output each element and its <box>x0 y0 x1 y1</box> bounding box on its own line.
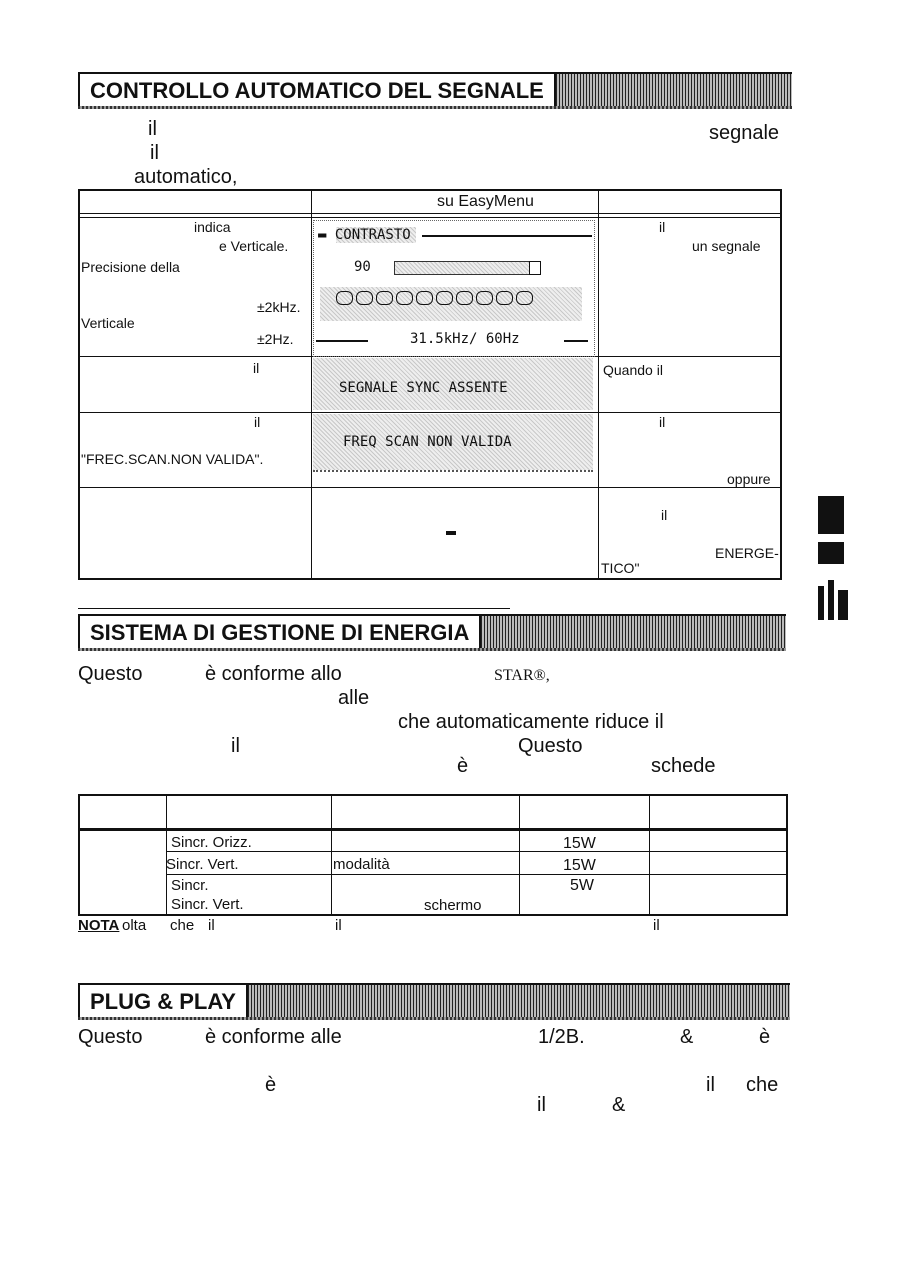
osd-bottom <box>313 470 593 473</box>
osd-message: FREQ SCAN NON VALIDA <box>343 434 512 450</box>
intro-fragment: il <box>150 142 159 164</box>
para-fragment: & <box>612 1094 626 1116</box>
language-tab <box>828 580 834 620</box>
table-border <box>311 189 312 580</box>
table-border <box>166 794 167 916</box>
cell-text: ENERGE- <box>715 545 779 561</box>
language-tab <box>818 542 844 564</box>
osd-screen <box>313 220 595 357</box>
cell-text: Sincr. Orizz. <box>171 834 252 851</box>
cell-text: e Verticale. <box>219 238 289 254</box>
osd-frequency: 31.5kHz/ 60Hz <box>410 331 520 347</box>
table-border <box>78 794 788 796</box>
table-border <box>78 794 80 916</box>
cell-text: il <box>254 414 261 430</box>
para-fragment: & <box>680 1026 694 1048</box>
para-fragment: il <box>231 735 240 757</box>
table-border <box>166 874 788 875</box>
note-fragment: che <box>170 917 195 934</box>
header-underline <box>78 1017 790 1020</box>
cell-text: schermo <box>424 897 482 914</box>
cell-text: ±2kHz. <box>257 299 301 315</box>
section-title: SISTEMA DI GESTIONE DI ENERGIA <box>78 614 481 650</box>
osd-title: ▬ CONTRASTO <box>318 227 411 243</box>
section-title: PLUG & PLAY <box>78 983 248 1019</box>
table-border <box>649 794 650 916</box>
cell-text: 15W <box>563 857 596 874</box>
cell-text: Verticale <box>81 315 135 331</box>
table-header-rule <box>78 828 788 831</box>
cell-text: il <box>661 507 668 523</box>
table-border <box>519 794 520 916</box>
osd-line <box>564 340 588 342</box>
cell-text: 15W <box>563 835 596 852</box>
note-fragment: olta <box>122 917 147 934</box>
para-fragment: Questo <box>78 663 143 685</box>
language-tab <box>818 586 824 620</box>
note-fragment: il <box>335 917 342 934</box>
para-fragment: è conforme alle <box>205 1026 342 1048</box>
header-underline <box>78 106 792 109</box>
table-border <box>78 578 782 580</box>
table-border <box>78 487 782 488</box>
section-title: CONTROLLO AUTOMATICO DEL SEGNALE <box>78 72 556 108</box>
osd-no-sync <box>313 358 593 410</box>
cell-text: Sincr. Vert. <box>166 856 239 873</box>
para-fragment: alle <box>338 687 370 709</box>
para-fragment: 1/2B. <box>538 1026 585 1048</box>
osd-icon-grid <box>320 287 582 321</box>
intro-fragment: il <box>148 118 157 140</box>
table-border <box>331 794 332 916</box>
dash-mark <box>446 531 456 535</box>
cell-text: 5W <box>570 877 594 894</box>
section-header-energia <box>78 614 786 650</box>
cell-text: "FREC.SCAN.NON VALIDA". <box>81 451 264 467</box>
osd-invalid-scan <box>313 414 593 470</box>
header-underline <box>78 648 786 651</box>
intro-fragment: segnale <box>709 122 780 144</box>
cell-text: ±2Hz. <box>257 331 294 347</box>
cell-text: indica <box>194 219 231 235</box>
note-label: NOTA <box>78 917 120 934</box>
table-border <box>78 213 782 214</box>
para-fragment: è conforme allo <box>205 663 342 685</box>
header-hatch <box>481 614 786 650</box>
para-fragment: è <box>457 755 469 777</box>
osd-title-line <box>422 235 592 237</box>
cell-text: Sincr. Vert. <box>171 896 244 913</box>
table-border <box>78 914 788 916</box>
cell-text: Sincr. <box>171 877 209 894</box>
table-border <box>78 189 780 191</box>
osd-line <box>316 340 368 342</box>
para-fragment: Questo <box>78 1026 143 1048</box>
para-fragment: STAR®, <box>494 667 550 684</box>
cell-text: Precisione della <box>81 259 180 275</box>
table-border <box>78 217 782 218</box>
cell-text: modalità <box>333 856 390 873</box>
intro-fragment: automatico, <box>134 166 238 188</box>
header-hatch <box>248 983 790 1019</box>
table-border <box>166 851 788 852</box>
cell-text: oppure <box>727 471 771 487</box>
osd-slider-knob <box>529 261 541 275</box>
language-tab <box>818 496 844 534</box>
note-fragment: il <box>208 917 215 934</box>
cell-text: TICO" <box>601 560 640 576</box>
note-fragment: il <box>653 917 660 934</box>
section-header-segnale <box>78 72 792 108</box>
para-fragment: Questo <box>518 735 583 757</box>
para-fragment: schede <box>651 755 716 777</box>
col-header: su EasyMenu <box>437 193 534 210</box>
section-header-plugplay <box>78 983 790 1019</box>
cell-text: il <box>659 414 666 430</box>
osd-message: SEGNALE SYNC ASSENTE <box>339 380 508 396</box>
osd-slider <box>394 261 538 275</box>
table-border <box>598 189 599 580</box>
table-border <box>78 189 80 580</box>
cell-text: Quando il <box>603 362 663 378</box>
cell-text: un segnale <box>692 238 761 254</box>
para-fragment: è <box>759 1026 771 1048</box>
table-border <box>78 412 782 413</box>
para-fragment: è <box>265 1074 277 1096</box>
language-tab <box>838 590 848 620</box>
para-fragment: il <box>706 1074 715 1096</box>
table-border <box>786 794 788 916</box>
osd-value: 90 <box>354 259 371 275</box>
header-hatch <box>556 72 792 108</box>
table-border <box>780 189 782 580</box>
cell-text: il <box>253 360 260 376</box>
cell-text: il <box>659 219 666 235</box>
section-rule <box>78 608 510 609</box>
para-fragment: che <box>746 1074 779 1096</box>
para-fragment: che automaticamente riduce il <box>398 711 664 733</box>
para-fragment: il <box>537 1094 546 1116</box>
